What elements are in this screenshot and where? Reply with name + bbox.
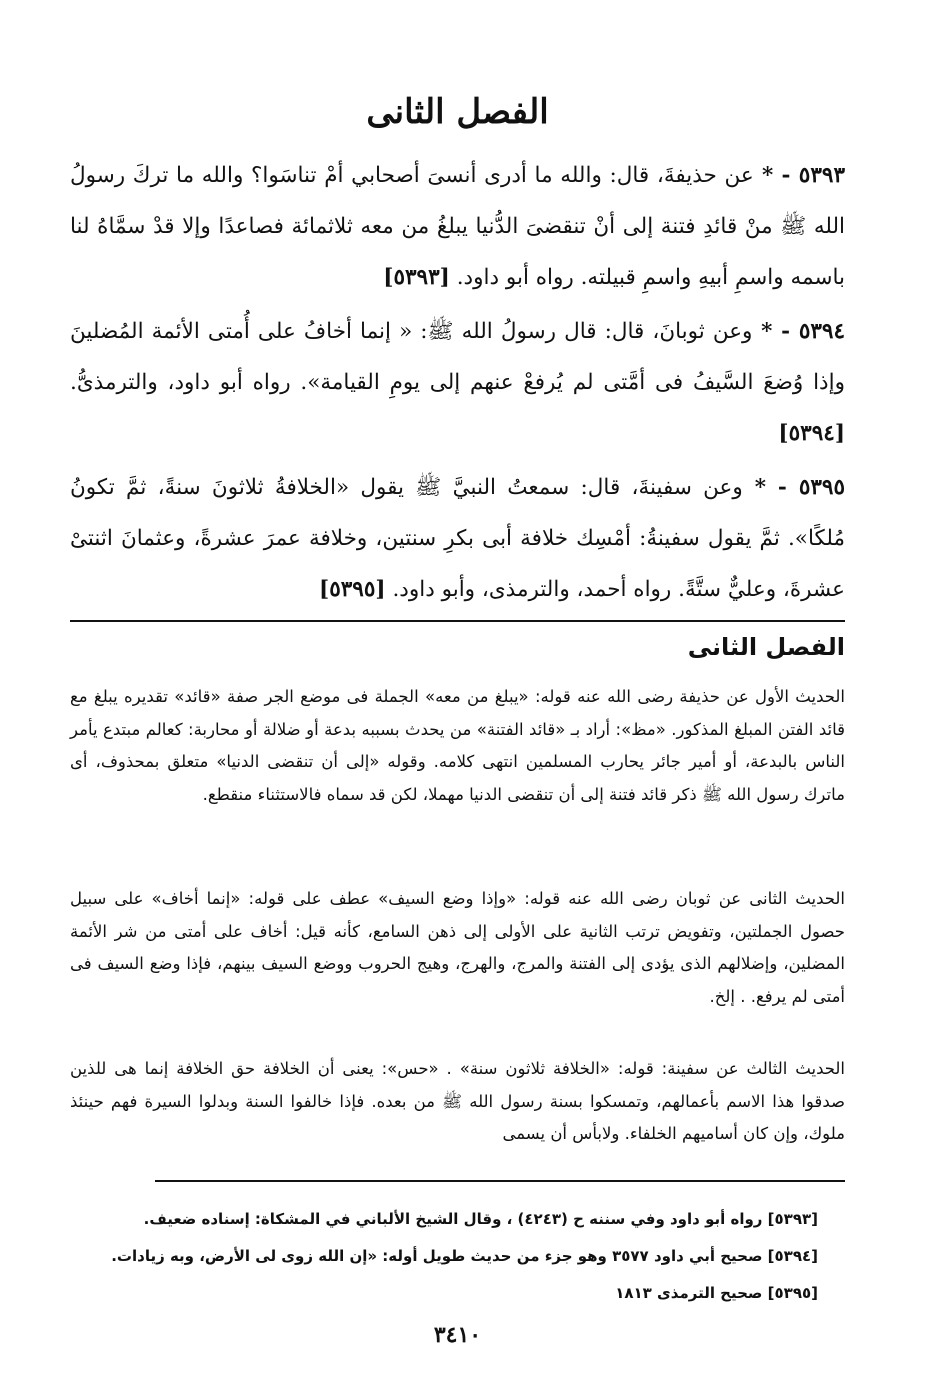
hadith-text: وعن سفينةَ، قال: سمعتُ النبيَّ ﷺ يقول «الخلافةُ ثلاثونَ سنةً، ثمَّ تكونُ مُلكًا». ثمَّ يقول سفينةُ: أمْسِك خلافة أبى بكرِ سنتين، وخلافة عمرَ عشرةً، وعثمانَ اثنتىْ عشرةَ، وعليٌّ ستَّةً. رواه أحمد، والترمذى، وأبو داود. <box>70 475 845 602</box>
section-title: الفصل الثانى <box>366 92 549 132</box>
hadith-text: عن حذيفةَ، قال: والله ما أدرى أنسىَ أصحابي أمْ تناسَوا؟ والله ما تركَ رسولُ الله ﷺ منْ قائدِ فتنة إلى أنْ تنقضىَ الدُّنيا يبلغُ من معه ثلاثمائة فصاعدًا وإلا قدْ سمَّاهُ لنا باسمه واسمِ أبيهِ واسمِ قبيلته. رواه أبو داود. <box>70 163 845 290</box>
hadith-number: ٥٣٩٣ - * <box>753 163 845 188</box>
footnote-divider <box>155 1180 845 1182</box>
hadith-reference: [٥٣٩٥] <box>319 577 386 602</box>
footnote: [٥٣٩٣] رواه أبو داود وفي سننه ح (٤٢٤٣) ، وقال الشيخ الألباني في المشكاة: إسناده ضعيف. <box>143 1210 818 1228</box>
commentary-paragraph: الحديث الثانى عن ثوبان رضى الله عنه قوله: «وإذا وضع السيف» عطف على قوله: «إنما أخاف» على سبيل حصول الجملتين، وتفويض ترتب الثانية على الأولى إلى ذهن السامع، كأنه قيل: أخاف على أمتى من شر الأئمة المضلين، وإضلالهم الذى يؤدى إلى الفتنة والمرج، والهرج، وهيج الحروب ووضع السيف بينهم، فإذا وضع السيف فى أمتى لم يرفع. . إلخ. <box>70 889 845 1006</box>
footnote: [٥٣٩٤] صحيح أبي داود ٣٥٧٧ وهو جزء من حديث طويل أوله: «إن الله زوى لى الأرض، وبه زيادات. <box>111 1247 818 1265</box>
section-divider <box>70 620 845 622</box>
commentary-paragraph: الحديث الأول عن حذيفة رضى الله عنه قوله: «يبلغ من معه» الجملة فى موضع الجر صفة «قائد» تقديره يبلغ مع قائد الفتن المبلغ المذكور. «مظ»: أراد بـ «قائد الفتنة» من يحدث بسببه بدعة أو ضلالة أو محاربة: كعالم مبتدع يأمر الناس بالبدعة، أو أمير جائر يحارب المسلمين انتهى كلامه. وقوله «إلى أن تنقضى الدنيا» متعلق بمحذوف، أى ماترك رسول الله ﷺ ذكر قائد فتنة إلى أن تنقضى الدنيا مهملا، لكن قد سماه فالاستثناء منقطع. <box>70 687 845 804</box>
book-page <box>70 0 845 1388</box>
page-number: ٣٤١٠ <box>433 1322 482 1348</box>
hadith-5394 <box>70 306 845 459</box>
hadith-number: ٥٣٩٥ - * <box>742 475 846 500</box>
footnote: [٥٣٩٥] صحيح الترمذى ١٨١٣ <box>615 1284 818 1302</box>
hadith-text: وعن ثوبانَ، قال: قال رسولُ الله ﷺ: « إنما أخافُ على أُمتى الأئمة المُضلينَ وإذا وُضعَ السَّيفُ فى أمَّتى لم يُرفعْ عنهم إلى يومِ القيامة». رواه أبو داود، والترمذىُّ. <box>70 319 845 395</box>
hadith-reference: [٥٣٩٤] <box>778 421 845 446</box>
hadith-number: ٥٣٩٤ - * <box>752 319 846 344</box>
hadith-5393 <box>70 150 845 303</box>
commentary-title: الفصل الثانى <box>687 633 845 661</box>
hadith-reference: [٥٣٩٣] <box>383 265 450 290</box>
commentary-paragraph: الحديث الثالث عن سفينة: قوله: «الخلافة ثلاثون سنة» . «حس»: يعنى أن الخلافة حق الخلافة إنما هى للذين صدقوا هذا الاسم بأعمالهم، وتمسكوا بسنة رسول الله ﷺ من بعده. فإذا خالفوا السنة وبدلوا السيرة فهم حينئذ ملوك، وإن كان أساميهم الخلفاء. ولابأس أن يسمى <box>70 1059 845 1143</box>
hadith-5395 <box>70 462 845 615</box>
